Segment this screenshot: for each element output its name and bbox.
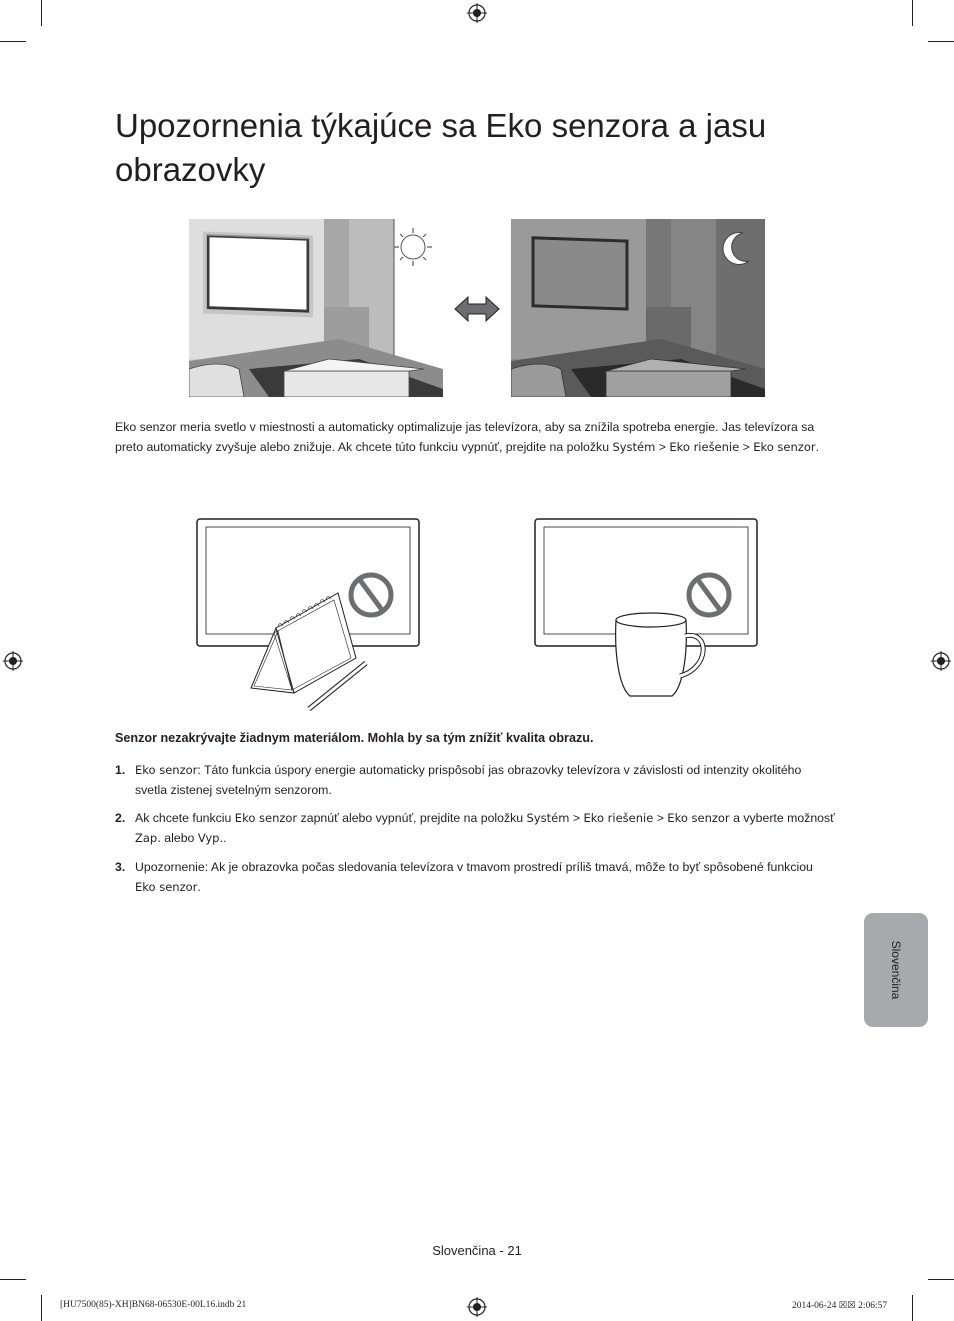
side-tab-label: Slovenčina [889, 940, 903, 1000]
crop-mark [928, 1279, 954, 1280]
term-eco-sensor: Eko senzor [135, 763, 198, 777]
menu-path-separator: > [569, 811, 584, 825]
option-off: Vyp. [197, 830, 224, 845]
term-eco-sensor: Eko senzor [234, 811, 298, 825]
menu-path-system: Systém [612, 439, 656, 454]
bright-room-illustration [189, 219, 443, 397]
menu-path-eco-sensor: Eko senzor [667, 811, 730, 825]
tv-calendar-illustration [196, 518, 420, 714]
slug-right: 2014-06-24 ☒☒ 2:06:57 [792, 1301, 888, 1311]
term-eco-sensor: Eko senzor [135, 879, 198, 894]
list-text-body: Ak chcete funkciu [135, 811, 235, 825]
list-text-end: . [197, 879, 201, 894]
list-text-body: zapnúť alebo vypnúť, prejdite na položku [297, 811, 527, 825]
list-text [135, 809, 835, 848]
double-arrow-icon [453, 294, 501, 324]
slug-left: [HU7500(85)-XH]BN68-06530E-00L16.indb 21 [60, 1300, 247, 1310]
page-footer: Slovenčina - 21 [432, 1243, 522, 1258]
menu-path-separator: > [739, 439, 754, 454]
menu-path-separator: > [653, 811, 668, 825]
dark-room-illustration [511, 219, 765, 397]
crop-mark [0, 41, 26, 42]
crop-mark [0, 1279, 26, 1280]
menu-path-eco-sensor: Eko senzor [753, 439, 816, 454]
tv-mug-illustration [534, 518, 758, 704]
list-text [135, 761, 835, 800]
list-text [135, 858, 835, 897]
list-number: 2. [115, 811, 126, 825]
intro-end: . [815, 439, 820, 454]
intro-text: Eko senzor meria svetlo v miestnosti a automaticky optimalizuje jas televízora, aby sa znížila spotreba energie. Jas televízora sa preto automaticky zvyšuje alebo znižuje. Ak chcete túto funkciu vypnúť, prejdite na položku [115, 420, 815, 454]
crop-mark [41, 0, 42, 26]
crop-mark [928, 41, 954, 42]
menu-path-eco-solution: Eko riešenie [583, 811, 654, 825]
crop-mark [912, 0, 913, 26]
menu-path-separator: > [655, 439, 670, 454]
list-text-body: alebo [160, 830, 198, 845]
language-side-tab [864, 913, 928, 1027]
list-number: 1. [115, 763, 126, 777]
menu-path-system: Systém [526, 811, 570, 825]
registration-mark-icon [3, 651, 23, 671]
warning-text: Senzor nezakrývajte žiadnym materiálom. Mohla by sa tým znížiť kvalita obrazu. [115, 731, 594, 745]
option-on: Zap. [135, 830, 161, 845]
list-number: 3. [115, 860, 126, 874]
menu-path-eco-solution: Eko riešenie [669, 439, 740, 454]
crop-mark [912, 1295, 913, 1321]
list-text-body: : Táto funkcia úspory energie automaticky prispôsobí jas obrazovky televízora v závislosti od intenzity okolitého svetla zistenej svetelným senzorom. [135, 763, 802, 797]
registration-mark-icon [467, 3, 487, 23]
list-text-body: Upozornenie: Ak je obrazovka počas sledovania televízora v tmavom prostredí príliš tmavá, môže to byť spôsobené funkciou [135, 860, 813, 874]
list-text-body: a vyberte možnosť [729, 811, 835, 825]
registration-mark-icon [931, 651, 951, 671]
crop-mark [41, 1295, 42, 1321]
intro-paragraph [115, 418, 830, 457]
page-title: Upozornenia týkajúce sa Eko senzora a jasu obrazovky [115, 107, 767, 188]
list-text-body: . [223, 830, 227, 845]
registration-mark-icon [467, 1297, 487, 1317]
